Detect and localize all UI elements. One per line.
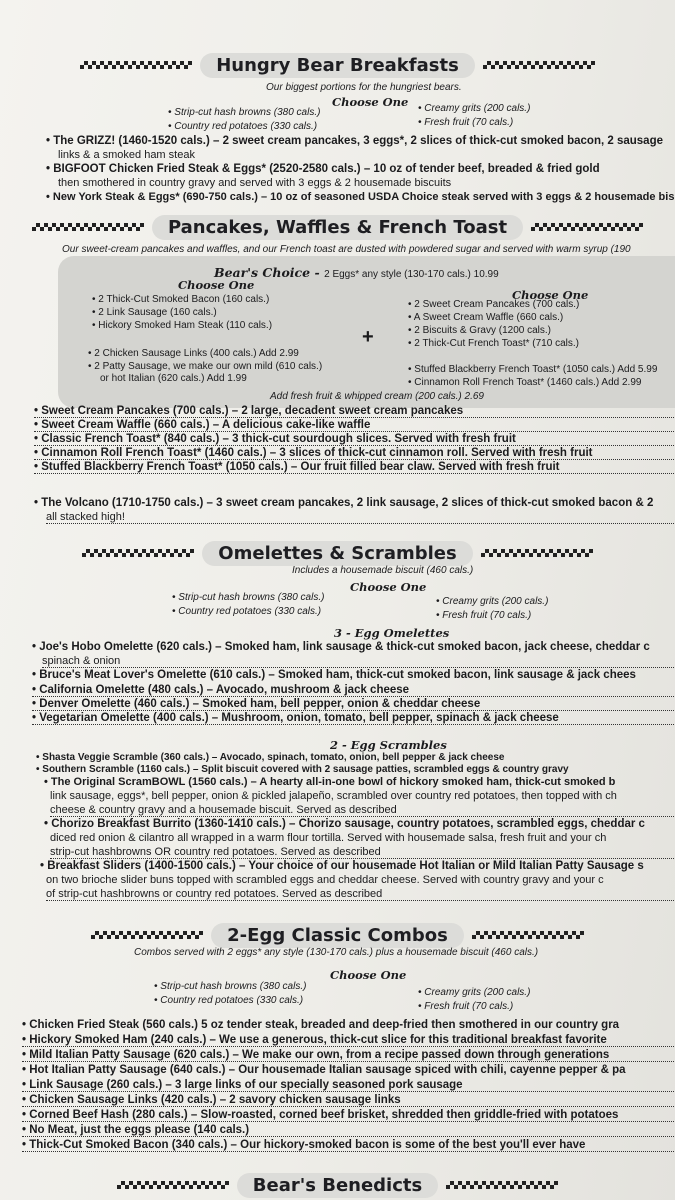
side-option: • Fresh fruit (70 cals.) bbox=[436, 610, 532, 621]
subsection-heading: 2 - Egg Scrambles bbox=[330, 738, 447, 752]
choice-option: • 2 Link Sausage (160 cals.) bbox=[92, 307, 217, 318]
choice-option: • Hickory Smoked Ham Steak (110 cals.) bbox=[92, 320, 273, 331]
menu-item-detail: links & a smoked ham steak bbox=[58, 149, 195, 161]
menu-item-mild-italian: • Mild Italian Patty Sausage (620 cals.) – We make our own, from a recipe passed down through generations bbox=[22, 1049, 675, 1062]
section-title: Bear's Benedicts bbox=[237, 1173, 438, 1198]
section-subtitle: Includes a housemade biscuit (460 cals.) bbox=[292, 565, 474, 576]
section-title: Omelettes & Scrambles bbox=[202, 541, 472, 566]
section-header-omelettes bbox=[0, 538, 675, 568]
choice-option: • 2 Patty Sausage, we make our own mild (610 cals.) bbox=[88, 361, 323, 372]
side-option: • Strip-cut hash browns (380 cals.) bbox=[172, 592, 325, 603]
checker-divider bbox=[481, 549, 593, 557]
side-option: • Creamy grits (200 cals.) bbox=[436, 596, 549, 607]
menu-item-grizz: • The GRIZZ! (1460-1520 cals.) – 2 sweet cream pancakes, 3 eggs*, 2 slices of thick-cut smoked bacon, 2 sausage bbox=[46, 135, 663, 147]
side-option: • Country red potatoes (330 cals.) bbox=[154, 995, 304, 1006]
section-header-benedicts bbox=[0, 1170, 675, 1200]
choose-one-label: Choose One bbox=[512, 288, 589, 302]
checker-divider bbox=[80, 61, 192, 69]
choice-option: • 2 Thick-Cut Smoked Bacon (160 cals.) bbox=[92, 294, 270, 305]
menu-item-corned-beef-hash: • Corned Beef Hash (280 cals.) – Slow-roasted, corned beef brisket, shredded then griddle-fried with potatoes bbox=[22, 1109, 675, 1122]
side-option: • Strip-cut hash browns (380 cals.) bbox=[154, 981, 307, 992]
checker-divider bbox=[472, 931, 584, 939]
menu-item-french-toast: • Classic French Toast* (840 cals.) – 3 thick-cut sourdough slices. Served with fresh fruit bbox=[34, 433, 675, 446]
checker-divider bbox=[446, 1181, 558, 1189]
menu-item-breakfast-sliders: • Breakfast Sliders (1400-1500 cals.) – Your choice of our housemade Hot Italian or Mild Italian Patty Sausage s bbox=[40, 860, 644, 872]
subsection-heading: 3 - Egg Omelettes bbox=[334, 626, 450, 640]
menu-item-waffle: • Sweet Cream Waffle (660 cals.) – A delicious cake-like waffle bbox=[34, 419, 675, 432]
choice-option: • Stuffed Blackberry French Toast* (1050 cals.) Add 5.99 bbox=[408, 364, 658, 375]
choice-option: • Cinnamon Roll French Toast* (1460 cals.) Add 2.99 bbox=[408, 377, 642, 388]
choice-option: • 2 Thick-Cut French Toast* (710 cals.) bbox=[408, 338, 579, 349]
menu-item-detail: strip-cut hashbrowns OR country red potatoes. Served as described bbox=[50, 846, 675, 859]
side-option: • Country red potatoes (330 cals.) bbox=[168, 121, 318, 132]
menu-item-detail: cheese & country gravy and a housemade biscuit. Served as described bbox=[50, 804, 675, 817]
section-subtitle: Our sweet-cream pancakes and waffles, and our French toast are dusted with powdered sugar and served with warm syrup (190 bbox=[62, 244, 631, 255]
menu-item-no-meat: • No Meat, just the eggs please (140 cals.) bbox=[22, 1124, 675, 1137]
choice-option: • 2 Biscuits & Gravy (1200 cals.) bbox=[408, 325, 551, 336]
menu-item-scrambowl: • The Original ScramBOWL (1560 cals.) – A hearty all-in-one bowl of hickory smoked ham, thick-cut smoked b bbox=[44, 776, 616, 788]
menu-item-meat-lovers: • Bruce's Meat Lover's Omelette (610 cals.) – Smoked ham, thick-cut smoked bacon, link sausage & jack chees bbox=[32, 669, 636, 681]
side-option: • Country red potatoes (330 cals.) bbox=[172, 606, 322, 617]
choice-option: • A Sweet Cream Waffle (660 cals.) bbox=[408, 312, 564, 323]
checker-divider bbox=[32, 223, 144, 231]
side-option: • Creamy grits (200 cals.) bbox=[418, 103, 531, 114]
choose-one-label: Choose One bbox=[332, 95, 409, 109]
menu-item-bigfoot: • BIGFOOT Chicken Fried Steak & Eggs* (2520-2580 cals.) – 10 oz of tender beef, breaded & fried gold bbox=[46, 163, 600, 175]
menu-item-detail: spinach & onion bbox=[42, 655, 675, 668]
section-title: Hungry Bear Breakfasts bbox=[200, 53, 475, 78]
choice-option: or hot Italian (620 cals.) Add 1.99 bbox=[100, 373, 247, 384]
menu-item-cinnamon-toast: • Cinnamon Roll French Toast* (1460 cals.) – 3 slices of thick-cut cinnamon roll. Served with fresh fruit bbox=[34, 447, 675, 460]
choose-one-label: Choose One bbox=[350, 580, 427, 594]
section-title: 2-Egg Classic Combos bbox=[211, 923, 464, 948]
choose-one-label: Choose One bbox=[178, 278, 255, 292]
side-option: • Fresh fruit (70 cals.) bbox=[418, 1001, 514, 1012]
menu-item-volcano: • The Volcano (1710-1750 cals.) – 3 sweet cream pancakes, 2 link sausage, 2 slices of thick-cut smoked bacon & 2 bbox=[34, 497, 654, 509]
choice-option: • 2 Chicken Sausage Links (400 cals.) Add 2.99 bbox=[88, 348, 299, 359]
menu-item-detail: all stacked high! bbox=[46, 511, 675, 524]
menu-item-california: • California Omelette (480 cals.) – Avocado, mushroom & jack cheese bbox=[32, 684, 675, 697]
addon-note: Add fresh fruit & whipped cream (200 cals.) 2.69 bbox=[270, 391, 484, 402]
menu-item-bacon: • Thick-Cut Smoked Bacon (340 cals.) – Our hickory-smoked bacon is some of the best you'll ever have bbox=[22, 1139, 675, 1152]
menu-item-ny-steak: • New York Steak & Eggs* (690-750 cals.) – 10 oz of seasoned USDA Choice steak served with 3 eggs & 2 housemade bis bbox=[46, 191, 675, 203]
checker-divider bbox=[91, 931, 203, 939]
bears-choice-desc: 2 Eggs* any style (130-170 cals.) 10.99 bbox=[324, 269, 499, 280]
choose-one-label: Choose One bbox=[330, 968, 407, 982]
bears-choice-title: Bear's Choice - bbox=[214, 265, 320, 280]
menu-item-southern: • Southern Scramble (1160 cals.) – Split biscuit covered with 2 sausage patties, scrambled eggs & country gravy bbox=[36, 764, 569, 775]
menu-item-chicken-fried-steak: • Chicken Fried Steak (560 cals.) 5 oz tender steak, breaded and deep-fried then smothered in our country gra bbox=[22, 1019, 620, 1031]
section-header-pancakes bbox=[0, 212, 675, 242]
menu-item-chicken-sausage: • Chicken Sausage Links (420 cals.) – 2 savory chicken sausage links bbox=[22, 1094, 675, 1107]
menu-item-detail: on two brioche slider buns topped with scrambled eggs and cheddar cheese. Served with country gravy and your c bbox=[46, 874, 604, 886]
section-subtitle: Our biggest portions for the hungriest bears. bbox=[266, 82, 462, 93]
menu-item-denver: • Denver Omelette (460 cals.) – Smoked ham, bell pepper, onion & cheddar cheese bbox=[32, 698, 675, 711]
menu-item-hobo-omelette: • Joe's Hobo Omelette (620 cals.) – Smoked ham, link sausage & thick-cut smoked bacon, jack cheese, cheddar c bbox=[32, 641, 650, 653]
side-option: • Creamy grits (200 cals.) bbox=[418, 987, 531, 998]
menu-item-blackberry-toast: • Stuffed Blackberry French Toast* (1050 cals.) – Our fruit filled bear claw. Served with fresh fruit bbox=[34, 461, 675, 474]
checker-divider bbox=[483, 61, 595, 69]
menu-item-hickory-ham: • Hickory Smoked Ham (240 cals.) – We use a generous, thick-cut slice for this traditional breakfast favorite bbox=[22, 1034, 675, 1047]
bears-choice-heading bbox=[214, 264, 499, 282]
menu-item-chorizo-burrito: • Chorizo Breakfast Burrito (1360-1410 cals.) – Chorizo sausage, country potatoes, scrambled eggs, cheddar c bbox=[44, 818, 645, 830]
side-option: • Fresh fruit (70 cals.) bbox=[418, 117, 514, 128]
checker-divider bbox=[117, 1181, 229, 1189]
checker-divider bbox=[531, 223, 643, 231]
menu-item-detail: link sausage, eggs*, bell pepper, onion & pickled jalapeño, scrambled over country red potatoes, then topped with ch bbox=[50, 790, 617, 802]
menu-item-detail: then smothered in country gravy and served with 3 eggs & 2 housemade biscuits bbox=[58, 177, 452, 189]
side-option: • Strip-cut hash browns (380 cals.) bbox=[168, 107, 321, 118]
section-header-breakfasts bbox=[0, 50, 675, 80]
menu-item-detail: of strip-cut hashbrowns or country red potatoes. Served as described bbox=[46, 888, 675, 901]
menu-item-hot-italian: • Hot Italian Patty Sausage (640 cals.) – Our housemade Italian sausage spiced with chili, cayenne pepper & pa bbox=[22, 1064, 626, 1076]
checker-divider bbox=[82, 549, 194, 557]
menu-item-detail: diced red onion & cilantro all wrapped in a warm flour tortilla. Served with housemade salsa, fresh fruit and your ch bbox=[50, 832, 607, 844]
plus-icon: + bbox=[362, 326, 374, 348]
choice-option: • 2 Sweet Cream Pancakes (700 cals.) bbox=[408, 299, 580, 310]
section-title: Pancakes, Waffles & French Toast bbox=[152, 215, 523, 240]
menu-item-vegetarian: • Vegetarian Omelette (400 cals.) – Mushroom, onion, tomato, bell pepper, spinach & jack cheese bbox=[32, 712, 675, 725]
menu-item-link-sausage: • Link Sausage (260 cals.) – 3 large links of our specially seasoned pork sausage bbox=[22, 1079, 675, 1092]
menu-item-shasta: • Shasta Veggie Scramble (360 cals.) – Avocado, spinach, tomato, onion, bell pepper & jack cheese bbox=[36, 752, 505, 763]
section-header-combos bbox=[0, 920, 675, 950]
menu-item-pancakes: • Sweet Cream Pancakes (700 cals.) – 2 large, decadent sweet cream pancakes bbox=[34, 405, 675, 418]
section-subtitle: Combos served with 2 eggs* any style (130-170 cals.) plus a housemade biscuit (460 cals.) bbox=[134, 947, 539, 958]
